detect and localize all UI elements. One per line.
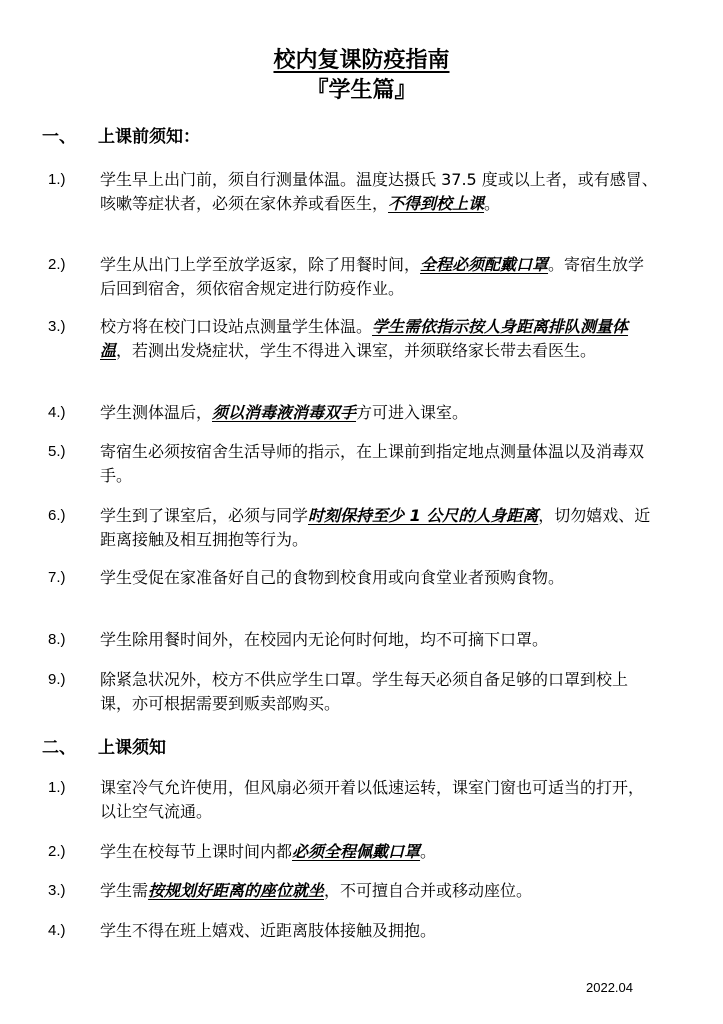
item-index: 5.) <box>48 443 66 460</box>
emphasis-text: 时刻保持至少 1 公尺的人身距离 <box>308 506 539 525</box>
page-title: 校内复课防疫指南 <box>273 48 450 73</box>
emphasis-text: 全程必须配戴口罩 <box>420 255 549 274</box>
item-index: 2.) <box>48 256 66 273</box>
section-number: 一、 <box>42 127 76 147</box>
list-item <box>48 919 658 943</box>
emphasis-text: 按规划好距离的座位就坐 <box>148 881 325 900</box>
list-item <box>48 168 658 216</box>
item-index: 7.) <box>48 569 66 586</box>
item-index: 6.) <box>48 507 66 524</box>
page-subtitle: 『学生篇』 <box>306 78 417 103</box>
list-item <box>48 504 658 552</box>
list-item <box>48 401 658 425</box>
list-item <box>48 668 658 716</box>
list-item <box>48 253 658 301</box>
item-text: 课室冷气允许使用，但风扇必须开着以低速运转，课室门窗也可适当的打开，以让空气流通。 <box>100 778 645 821</box>
item-text: 学生在校每节上课时间内都必须全程佩戴口罩。 <box>100 842 437 861</box>
section-title: 上课前须知： <box>98 127 200 147</box>
list-item <box>48 440 658 488</box>
list-item <box>48 776 658 824</box>
document-date: 2022.04 <box>586 980 633 995</box>
item-text: 学生不得在班上嬉戏、近距离肢体接触及拥抱。 <box>100 921 437 940</box>
list-item <box>48 566 658 590</box>
item-text: 学生受促在家准备好自己的食物到校食用或向食堂业者预购食物。 <box>100 568 565 587</box>
item-index: 4.) <box>48 922 66 939</box>
item-text: 学生从出门上学至放学返家，除了用餐时间，全程必须配戴口罩。寄宿生放学后回到宿舍，须依宿舍规定进行防疫作业。 <box>100 255 645 298</box>
item-text: 除紧急状况外，校方不供应学生口罩。学生每天必须自备足够的口罩到校上课，亦可根据需要到贩卖部购买。 <box>100 670 629 713</box>
item-index: 3.) <box>48 882 66 899</box>
section-title: 上课须知 <box>98 738 166 758</box>
emphasis-text: 须以消毒液消毒双手 <box>212 403 357 422</box>
section-heading-in-class <box>42 736 166 760</box>
item-text: 寄宿生必须按宿舍生活导师的指示，在上课前到指定地点测量体温以及消毒双手。 <box>100 442 645 485</box>
item-text: 学生需按规划好距离的座位就坐，不可擅自合并或移动座位。 <box>100 881 533 900</box>
item-index: 4.) <box>48 404 66 421</box>
item-text: 学生早上出门前，须自行测量体温。温度达摄氏 37.5 度或以上者，或有感冒、咳嗽等症状者，必须在家休养或看医生，不得到校上课。 <box>100 170 658 213</box>
emphasis-text: 学生需依指示按人身距离排队测量体温 <box>100 317 629 360</box>
item-text: 校方将在校门口设站点测量学生体温。学生需依指示按人身距离排队测量体温，若测出发烧症状，学生不得进入课室，并须联络家长带去看医生。 <box>100 317 629 360</box>
item-index: 1.) <box>48 171 66 188</box>
item-index: 8.) <box>48 631 66 648</box>
item-index: 2.) <box>48 843 66 860</box>
item-text: 学生除用餐时间外，在校园内无论何时何地，均不可摘下口罩。 <box>100 630 549 649</box>
item-text: 学生测体温后，须以消毒液消毒双手方可进入课室。 <box>100 403 469 422</box>
section-heading-before-class <box>42 125 200 149</box>
emphasis-text: 不得到校上课 <box>388 194 485 213</box>
list-item <box>48 315 658 363</box>
list-item <box>48 879 658 903</box>
emphasis-text: 必须全程佩戴口罩 <box>292 842 421 861</box>
list-item <box>48 840 658 864</box>
section-number: 二、 <box>42 738 76 758</box>
item-text: 学生到了课室后，必须与同学时刻保持至少 1 公尺的人身距离，切勿嬉戏、近距离接触及相互拥抱等行为。 <box>100 506 651 549</box>
item-index: 3.) <box>48 318 66 335</box>
item-index: 9.) <box>48 671 66 688</box>
item-index: 1.) <box>48 779 66 796</box>
list-item <box>48 628 658 652</box>
